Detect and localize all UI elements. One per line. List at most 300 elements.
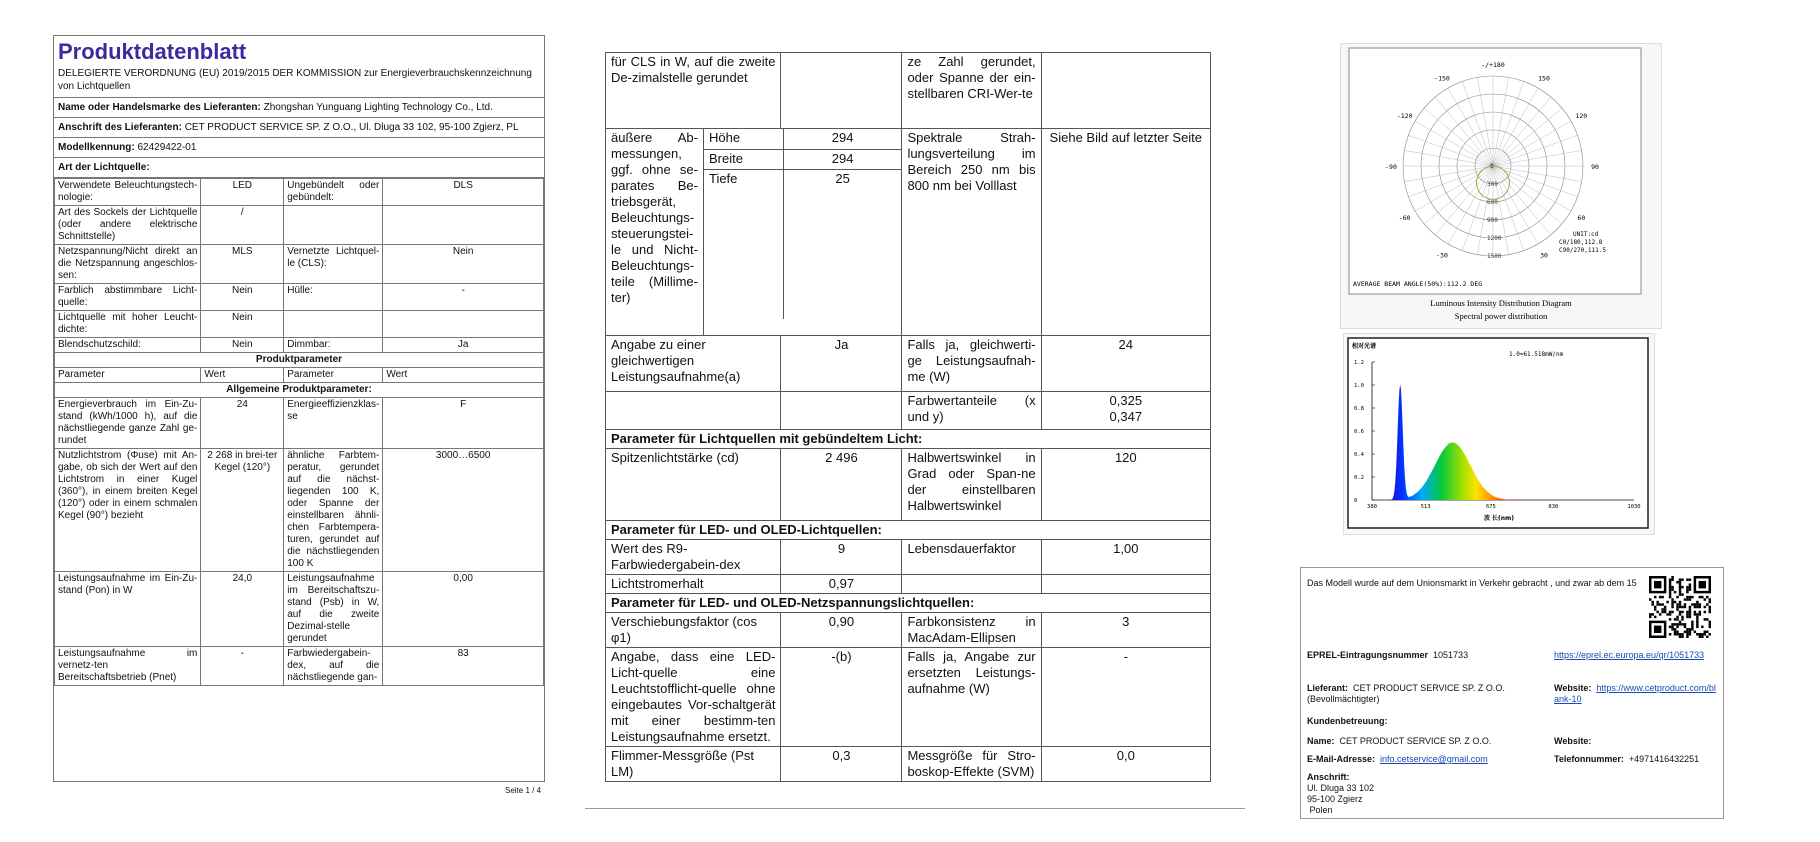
polar-radial-label: 1500 [1487,253,1502,260]
col-header-parameter: Parameter [55,368,201,383]
qr-module [1671,623,1673,625]
polar-radial-label: 300 [1487,181,1498,188]
qr-module [1691,603,1693,605]
qr-module [1679,606,1681,608]
qr-finder-core [1654,581,1661,588]
qr-module [1679,593,1681,595]
light-source-cell-a: Blendschutzschild: [55,338,201,353]
qr-module [1701,596,1703,598]
polar-angle-label: 120 [1575,112,1588,120]
qr-module [1704,631,1706,633]
dimensions-cell [606,129,902,336]
product-params-header: Produktparameter [55,353,544,368]
qr-module [1686,628,1688,630]
replacement-power-label: Falls ja, Angabe zur ersetzten Leistungs-aufnahme (W) [902,648,1041,747]
qr-module [1689,606,1691,608]
qr-module [1671,611,1673,613]
qr-module [1674,633,1676,635]
product-param-cell-b: 2 268 in brei-ter Kegel (120°) [201,449,284,572]
displacement-factor-label: Verschiebungsfaktor (cos φ1) [606,613,781,648]
qr-module [1669,591,1671,593]
support-name-row [1307,736,1491,747]
spectrum-x-tick: 675 [1485,504,1496,510]
qr-module [1691,628,1693,630]
empty-cell [606,392,781,430]
qr-module [1679,601,1681,603]
qr-module [1689,616,1691,618]
product-param-cell-d: 3000…6500 [383,449,544,572]
cri-label: ze Zahl gerundet, oder Spanne der ein-stellbaren CRI-Wer-te [902,53,1041,129]
qr-module [1709,611,1711,613]
qr-module [1656,601,1658,603]
qr-module [1699,636,1701,638]
address-label: Anschrift des Lieferanten: [58,122,182,133]
empty-cell [1041,575,1210,594]
qr-module [1666,613,1668,615]
light-source-cell-d: - [383,284,544,311]
spectrum-y-tick: 0.4 [1354,452,1364,458]
col-header-value-2: Wert [383,368,544,383]
spectrum-y-tick: 0 [1354,498,1358,504]
qr-module [1676,603,1678,605]
product-param-row [55,647,544,686]
chromaticity-values [1041,392,1210,430]
qr-module [1669,583,1671,585]
qr-module [1671,586,1673,588]
displacement-factor-value: 0,90 [781,613,902,648]
qr-module [1696,603,1698,605]
qr-module [1661,603,1663,605]
eprel-link[interactable]: https://eprel.ec.europa.eu/qr/1051733 [1554,650,1705,660]
qr-module [1669,588,1671,590]
product-param-row [55,449,544,572]
light-source-cell-d: Nein [383,245,544,284]
qr-module [1696,613,1698,615]
product-param-cell-c: Energieeffizienzklas-se [284,398,383,449]
light-source-cell-c: Ungebündelt oder gebündelt: [284,179,383,206]
light-source-cell-a: Netzspannung/Nicht direkt an die Netzspannung angeschlos-sen: [55,245,201,284]
qr-module [1686,631,1688,633]
unit-text: UNIT:cd [1573,231,1599,238]
polar-angle-label: 30 [1540,251,1548,260]
qr-module [1671,606,1673,608]
spectral-value: Siehe Bild auf letzter Seite [1041,129,1210,336]
color-consistency-value: 3 [1041,613,1210,648]
spectrum-x-tick: 830 [1548,504,1559,510]
light-source-cell-d [383,206,544,245]
qr-module [1679,603,1681,605]
card-address-line1: Ul. Dluga 33 102 [1307,783,1375,793]
cls-standby-value [781,53,902,129]
qr-module [1694,603,1696,605]
qr-module [1706,603,1708,605]
qr-module [1681,633,1683,635]
light-source-cell-b: / [201,206,284,245]
qr-module [1694,606,1696,608]
support-website-label: Website: [1554,736,1592,746]
qr-module [1679,586,1681,588]
name-label: Name: [1307,736,1335,746]
eprel-row-link [1554,650,1714,661]
qr-module [1671,628,1673,630]
qr-module [1709,601,1711,603]
qr-module [1679,588,1681,590]
light-source-cell-c: Dimmbar: [284,338,383,353]
spectrum-x-tick: 513 [1420,504,1431,510]
stroboscopic-label: Messgröße für Stro-boskop-Effekte (SVM) [902,747,1041,782]
qr-module [1689,628,1691,630]
qr-module [1691,623,1693,625]
replacement-value: -(b) [781,648,902,747]
qr-module [1649,616,1651,618]
spectrum-y-tick: 0.2 [1354,475,1364,481]
polar-angle-label: -60 [1398,214,1411,222]
support-website-row [1554,736,1591,747]
qr-module [1684,623,1686,625]
qr-module [1704,618,1706,620]
light-source-cell-a: Farblich abstimmbare Licht-quelle: [55,284,201,311]
lumen-maintenance-value: 0,97 [781,575,902,594]
light-source-cell-d: DLS [383,179,544,206]
qr-module [1709,598,1711,600]
qr-module [1664,611,1666,613]
qr-module [1674,623,1676,625]
product-param-cell-b: - [201,647,284,686]
focused-light-header: Parameter für Lichtquellen mit gebündeltem Licht: [606,430,1211,449]
qr-module [1706,618,1708,620]
qr-module [1681,593,1683,595]
qr-module [1679,578,1681,580]
qr-module [1696,618,1698,620]
qr-module [1659,613,1661,615]
qr-module [1671,588,1673,590]
qr-module [1676,633,1678,635]
light-source-cell-a: Lichtquelle mit hoher Leucht-dichte: [55,311,201,338]
qr-module [1696,623,1698,625]
polar-angle-label: -30 [1436,251,1448,260]
qr-module [1659,603,1661,605]
c90-text: C90/270,111.5 [1559,247,1606,254]
supplier-value: Zhongshan Yunguang Lighting Technology Co., Ltd. [263,102,493,113]
light-source-table [54,178,544,686]
empty-cell [902,575,1041,594]
qr-module [1686,633,1688,635]
qr-module [1649,598,1651,600]
qr-module [1701,636,1703,638]
qr-module [1671,626,1673,628]
qr-module [1681,586,1683,588]
qr-module [1669,618,1671,620]
polar-angle-label: -/+180 [1481,61,1505,69]
website-row [1554,683,1719,705]
qr-module [1694,631,1696,633]
polar-angle-label: -150 [1434,74,1450,83]
flicker-label: Flimmer-Messgröße (Pst LM) [606,747,781,782]
qr-module [1689,633,1691,635]
model-label: Modellkennung: [58,142,135,153]
website-link[interactable]: https://www.cetproduct.com/blank-10 [1554,683,1716,704]
phone-value: +4971416432251 [1628,754,1700,764]
qr-code-icon[interactable] [1649,576,1711,638]
product-param-cell-c: Leistungsaufnahme im Bereitschaftszu-stand (Psb) in W, auf die zweite Dezimal-stelle gerundet [284,572,383,647]
supplier-row [54,98,544,118]
polar-diagram [1341,44,1661,328]
qr-module [1684,626,1686,628]
spectrum-y-tick: 1.0 [1354,383,1364,389]
qr-module [1669,633,1671,635]
c0-text: C0/180,112.8 [1559,239,1603,246]
qr-module [1689,631,1691,633]
product-param-cell-b: 24,0 [201,572,284,647]
qr-module [1656,603,1658,605]
qr-module [1679,636,1681,638]
product-param-cell-a: Nutzlichtstrom (Φuse) mit An-gabe, ob sich der Wert auf den Lichtstrom in einer Kugel (360°), in einem breiten Kegel (120°) oder in einem schmalen Kegel (90°) bezieht [55,449,201,572]
product-param-cell-a: Leistungsaufnahme im vernetz-ten Bereitschaftsbetrieb (Pnet) [55,647,201,686]
light-source-type-header [54,158,544,178]
spectral-label: Spektrale Strah-lungsverteilung im Bereich 250 nm bis 800 nm bei Volllast [902,129,1041,336]
qr-module [1681,611,1683,613]
qr-module [1684,598,1686,600]
qr-module [1676,616,1678,618]
replacement-power-value: - [1041,648,1210,747]
qr-module [1689,588,1691,590]
r9-value: 9 [781,540,902,575]
qr-module [1709,626,1711,628]
light-source-row [55,245,544,284]
lumen-maintenance-label: Lichtstromerhalt [606,575,781,594]
page-title: Produktdatenblatt [58,39,247,64]
light-source-cell-b: LED [201,179,284,206]
light-source-cell-c: Vernetzte Lichtquel-le (CLS): [284,245,383,284]
qr-module [1689,613,1691,615]
card-address-line2: 95-100 Zgierz [1307,794,1363,804]
qr-module [1691,596,1693,598]
equiv-power-flag-label: Angabe zu einer gleichwertigen Leistungsaufnahme(a) [606,336,781,392]
qr-module [1686,616,1688,618]
col-header-value: Wert [201,368,284,383]
eprel-row [1307,650,1468,661]
peak-intensity-label: Spitzenlichtstärke (cd) [606,449,781,521]
regulation-text: DELEGIERTE VERORDNUNG (EU) 2019/2015 DER KOMMISSION zur Energieverbrauchskennzeichnung von Lichtquellen [54,67,544,98]
card-address-line3: Polen [1309,805,1333,815]
eprel-label: EPREL-Eintragungsnummer [1307,650,1429,660]
qr-module [1679,611,1681,613]
qr-module [1699,613,1701,615]
qr-module [1654,606,1656,608]
equiv-power-value: 24 [1041,336,1210,392]
qr-module [1709,621,1711,623]
qr-module [1689,596,1691,598]
qr-module [1674,631,1676,633]
dim-name-width: Breite [703,149,783,169]
qr-module [1701,633,1703,635]
email-label: E-Mail-Adresse: [1307,754,1376,764]
qr-module [1676,596,1678,598]
qr-module [1706,636,1708,638]
product-param-row [55,398,544,449]
product-param-cell-a: Leistungsaufnahme im Ein-Zu-stand (Pon) in W [55,572,201,647]
qr-module [1701,626,1703,628]
spectrum-chart [1344,334,1654,534]
polar-angle-label: 60 [1577,214,1586,222]
website-label: Website: [1554,683,1592,693]
light-source-type-label: Art der Lichtquelle: [58,162,150,173]
qr-module [1686,596,1688,598]
qr-module [1694,613,1696,615]
page-divider [585,808,1245,809]
equiv-power-label: Falls ja, gleichwerti-ge Leistungsaufnah-me (W) [902,336,1041,392]
polar-diagram-image [1340,43,1662,329]
qr-module [1681,578,1683,580]
light-source-row [55,179,544,206]
card-supplier-label: Lieferant: [1307,683,1349,693]
dim-value-depth: 25 [783,169,901,319]
phone-label: Telefonnummer: [1554,754,1624,764]
spectrum-title: 1.0=61.518mW/nm [1509,351,1564,358]
light-source-cell-b: Nein [201,338,284,353]
qr-module [1674,628,1676,630]
market-text: Das Modell wurde auf dem Unionsmarkt in Verkehr gebracht , und zwar ab dem 15 [1307,578,1637,588]
spectrum-y-tick: 0.6 [1354,429,1364,435]
dim-name-height: Höhe [703,129,783,149]
dim-value-height: 294 [783,129,901,149]
qr-module [1684,606,1686,608]
qr-module [1666,601,1668,603]
qr-module [1654,616,1656,618]
qr-module [1704,633,1706,635]
product-param-cell-a: Energieverbrauch im Ein-Zu-stand (kWh/1000 h), auf die nächstliegende ganze Zahl ge-rundet [55,398,201,449]
r9-label: Wert des R9-Farbwiedergabein-dex [606,540,781,575]
qr-module [1686,598,1688,600]
spectrum-xlabel: 波 长(nm) [1483,515,1515,522]
light-source-cell-c: Hülle: [284,284,383,311]
qr-module [1676,626,1678,628]
equiv-power-flag-value: Ja [781,336,902,392]
qr-module [1661,608,1663,610]
qr-module [1649,613,1651,615]
qr-module [1696,606,1698,608]
card-supplier-value: CET PRODUCT SERVICE SP. Z O.O. (Bevollmächtigter) [1307,683,1505,704]
qr-module [1689,583,1691,585]
cri-value [1041,53,1210,129]
peak-intensity-value: 2 496 [781,449,902,521]
card-address [1307,772,1374,816]
qr-module [1699,603,1701,605]
qr-module [1671,576,1673,578]
qr-module [1686,611,1688,613]
light-source-row [55,206,544,245]
qr-module [1676,631,1678,633]
qr-module [1679,591,1681,593]
qr-module [1686,578,1688,580]
qr-module [1691,621,1693,623]
polar-center-label: 0 [1490,163,1494,170]
qr-module [1676,618,1678,620]
eprel-value: 1051733 [1433,650,1469,660]
email-link[interactable]: info.cetservice@gmail.com [1380,754,1488,764]
datasheet-page-2 [605,52,1211,807]
polar-angle-label: -90 [1385,163,1397,171]
qr-module [1674,591,1676,593]
qr-module [1696,633,1698,635]
qr-module [1689,578,1691,580]
polar-angle-label: 150 [1538,74,1550,83]
light-source-row [55,338,544,353]
phone-row [1554,754,1699,765]
qr-module [1686,588,1688,590]
product-param-cell-d: F [383,398,544,449]
qr-module [1699,596,1701,598]
color-consistency-label: Farbkonsistenz in MacAdam-Ellipsen [902,613,1041,648]
qr-module [1681,636,1683,638]
spectrum-image [1343,333,1655,535]
led-params-header: Parameter für LED- und OLED-Lichtquellen: [606,521,1211,540]
qr-module [1669,611,1671,613]
qr-finder-core [1654,626,1661,633]
light-source-row [55,284,544,311]
model-row [54,138,544,158]
chromaticity-y: 0,347 [1109,409,1143,424]
chromaticity-x: 0,325 [1109,393,1143,408]
eprel-info-card [1300,567,1724,819]
qr-module [1656,611,1658,613]
flicker-value: 0,3 [781,747,902,782]
cls-standby-label: für CLS in W, auf die zweite De-zimalstelle gerundet [606,53,781,129]
qr-module [1699,606,1701,608]
beam-angle-text: AVERAGE BEAM ANGLE(50%):112.2 DEG [1353,280,1483,288]
qr-module [1709,608,1711,610]
qr-module [1679,623,1681,625]
beam-angle-label: Halbwertswinkel in Grad oder Span-ne der einstellbaren Halbwertswinkel [902,449,1041,521]
light-source-row [55,311,544,338]
qr-module [1706,631,1708,633]
spectrum-y-tick: 1.2 [1354,360,1364,366]
datasheet-page-1 [53,35,545,782]
qr-module [1669,586,1671,588]
qr-module [1686,636,1688,638]
polar-angle-label: -120 [1396,112,1413,120]
qr-module [1681,618,1683,620]
survival-factor-label: Lebensdauerfaktor [902,540,1041,575]
spectrum-x-tick: 1030 [1627,504,1641,510]
dim-value-width: 294 [783,149,901,169]
chromaticity-label: Farbwertanteile (x und y) [902,392,1041,430]
qr-module [1689,598,1691,600]
qr-module [1704,606,1706,608]
qr-module [1689,608,1691,610]
qr-module [1686,586,1688,588]
light-source-cell-c [284,311,383,338]
light-source-cell-d: Ja [383,338,544,353]
light-source-cell-a: Verwendete Beleuchtungstech-nologie: [55,179,201,206]
qr-module [1679,583,1681,585]
qr-module [1691,626,1693,628]
qr-module [1669,626,1671,628]
qr-module [1676,606,1678,608]
qr-module [1699,611,1701,613]
qr-module [1696,626,1698,628]
qr-module [1676,608,1678,610]
parameters-table [605,52,1211,782]
qr-module [1709,606,1711,608]
support-label [1307,716,1388,727]
qr-module [1696,616,1698,618]
spectral-caption: Spectral power distribution [1454,311,1548,321]
product-param-cell-d: 0,00 [383,572,544,647]
polar-radial-label: 900 [1487,217,1498,224]
replacement-label: Angabe, dass eine LED-Licht-quelle eine Leuchtstofflicht-quelle ohne eingebautes Vor-schaltgerät mit einer bestimm-ten Leistungsaufnahme ersetzt. [606,648,781,747]
product-param-cell-c: ähnliche Farbtem-peratur, gerundet auf die nächst-liegenden 100 K, oder Spanne der einstellbaren ähnli-chen Farbtempera-turen, gerundet auf die nächstliegenden 100 K [284,449,383,572]
